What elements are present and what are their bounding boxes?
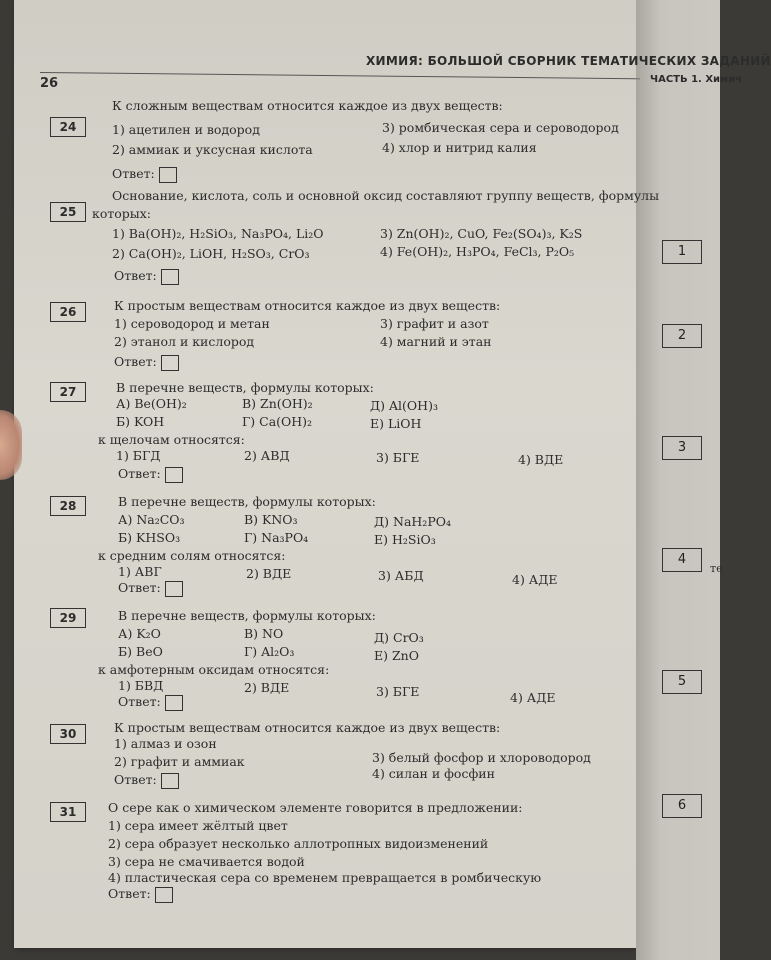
side-answer-box: 6 (662, 794, 702, 818)
answer-row (108, 886, 173, 903)
option: А) K₂O (118, 626, 161, 641)
choice: 3) АБД (378, 568, 424, 583)
choice: 2) ВДЕ (246, 566, 292, 581)
task-number: 28 (50, 496, 86, 516)
side-answer-box: 2 (662, 324, 702, 348)
choice: 4) ВДЕ (518, 452, 564, 467)
task-question: В перечне веществ, формулы которых: (116, 380, 374, 395)
option: Б) BeO (118, 644, 163, 659)
answer-row (112, 166, 177, 183)
answer-label: Ответ: (118, 580, 161, 595)
option: Д) NaH₂PO₄ (374, 514, 451, 529)
option: Е) ZnO (374, 648, 419, 663)
option: Б) KOH (116, 414, 165, 429)
option: 4) силан и фосфин (372, 766, 495, 781)
answer-box[interactable] (159, 167, 177, 183)
answer-label: Ответ: (114, 354, 157, 369)
answer-box[interactable] (155, 887, 173, 903)
choice: 1) БГД (116, 448, 161, 463)
answer-label: Ответ: (114, 268, 157, 283)
option: Г) Na₃PO₄ (244, 530, 309, 545)
header-title-right: ЧАСТЬ 1. Химич (650, 74, 743, 85)
side-text: те (710, 562, 723, 575)
task-number: 27 (50, 382, 86, 402)
page-number: 26 (40, 76, 59, 91)
header-title: ХИМИЯ: БОЛЬШОЙ СБОРНИК ТЕМАТИЧЕСКИХ ЗАДАНИЙ (366, 54, 771, 68)
choice: 3) БГЕ (376, 684, 420, 699)
option: 2) Ca(OH)₂, LiOH, H₂SO₃, CrO₃ (112, 246, 310, 261)
answer-row (118, 580, 183, 597)
task-question: В перечне веществ, формулы которых: (118, 608, 376, 623)
option: Г) Ca(OH)₂ (242, 414, 313, 429)
option: 2) этанол и кислород (114, 334, 255, 349)
choice: 4) АДЕ (510, 690, 556, 705)
answer-box[interactable] (165, 695, 183, 711)
option: Е) LiOH (370, 416, 422, 431)
task-question-cont: к щелочам относятся: (98, 432, 245, 447)
side-answer-box: 5 (662, 670, 702, 694)
option: Д) CrO₃ (374, 630, 424, 645)
task-question-cont: к средним солям относятся: (98, 548, 286, 563)
option: А) Na₂CO₃ (118, 512, 185, 527)
option: 2) аммиак и уксусная кислота (112, 142, 313, 157)
task-number: 30 (50, 724, 86, 744)
answer-box[interactable] (161, 269, 179, 285)
option: 3) ромбическая сера и сероводород (382, 120, 619, 135)
choice: 1) АВГ (118, 564, 162, 579)
task-question: Основание, кислота, соль и основной оксид составляют группу веществ, формулы (112, 188, 660, 203)
answer-row (114, 268, 179, 285)
option: 3) сера не смачивается водой (108, 854, 305, 869)
answer-row (118, 694, 183, 711)
task-question: К сложным веществам относится каждое из двух веществ: (112, 98, 503, 113)
option: 4) хлор и нитрид калия (382, 140, 537, 155)
option: 2) сера образует несколько аллотропных видоизменений (108, 836, 489, 851)
option: 1) сера имеет жёлтый цвет (108, 818, 288, 833)
option: 4) пластическая сера со временем превращается в ромбическую (108, 870, 542, 885)
choice: 2) АВД (244, 448, 290, 463)
answer-label: Ответ: (114, 772, 157, 787)
side-answer-box: 4 (662, 548, 702, 572)
side-answer-box: 1 (662, 240, 702, 264)
choice: 1) БВД (118, 678, 164, 693)
option: 1) ацетилен и водород (112, 122, 260, 137)
answer-label: Ответ: (118, 466, 161, 481)
task-number: 29 (50, 608, 86, 628)
answer-box[interactable] (161, 355, 179, 371)
task-number: 26 (50, 302, 86, 322)
option: 2) графит и аммиак (114, 754, 245, 769)
task-number: 24 (50, 117, 86, 137)
task-question: К простым веществам относится каждое из двух веществ: (114, 298, 501, 313)
task-question-cont: которых: (92, 206, 151, 221)
option: Д) Al(OH)₃ (370, 398, 438, 413)
answer-box[interactable] (165, 581, 183, 597)
answer-box[interactable] (165, 467, 183, 483)
option: 3) Zn(OH)₂, CuO, Fe₂(SO₄)₃, K₂S (380, 226, 583, 241)
option: 1) сероводород и метан (114, 316, 270, 331)
option: В) Zn(OH)₂ (242, 396, 313, 411)
option: 1) алмаз и озон (114, 736, 217, 751)
option: 3) графит и азот (380, 316, 489, 331)
option: 4) Fe(OH)₂, H₃PO₄, FeCl₃, P₂O₅ (380, 244, 575, 259)
task-number: 25 (50, 202, 86, 222)
task-number: 31 (50, 802, 86, 822)
option: 1) Ba(OH)₂, H₂SiO₃, Na₃PO₄, Li₂O (112, 226, 324, 241)
answer-row (114, 354, 179, 371)
answer-label: Ответ: (118, 694, 161, 709)
answer-label: Ответ: (108, 886, 151, 901)
option: Б) KHSO₃ (118, 530, 181, 545)
answer-box[interactable] (161, 773, 179, 789)
task-question: В перечне веществ, формулы которых: (118, 494, 376, 509)
answer-row (114, 772, 179, 789)
answer-row (118, 466, 183, 483)
choice: 3) БГЕ (376, 450, 420, 465)
choice: 4) АДЕ (512, 572, 558, 587)
task-question: О сере как о химическом элементе говорится в предложении: (108, 800, 523, 815)
side-answer-box: 3 (662, 436, 702, 460)
option: 3) белый фосфор и хлороводород (372, 750, 591, 765)
option: А) Be(OH)₂ (116, 396, 187, 411)
thumb (0, 410, 22, 480)
option: 4) магний и этан (380, 334, 492, 349)
task-question-cont: к амфотерным оксидам относятся: (98, 662, 330, 677)
option: Е) H₂SiO₃ (374, 532, 436, 547)
answer-label: Ответ: (112, 166, 155, 181)
task-question: К простым веществам относится каждое из двух веществ: (114, 720, 501, 735)
choice: 2) ВДЕ (244, 680, 290, 695)
option: Г) Al₂O₃ (244, 644, 295, 659)
option: В) KNO₃ (244, 512, 298, 527)
option: В) NO (244, 626, 284, 641)
